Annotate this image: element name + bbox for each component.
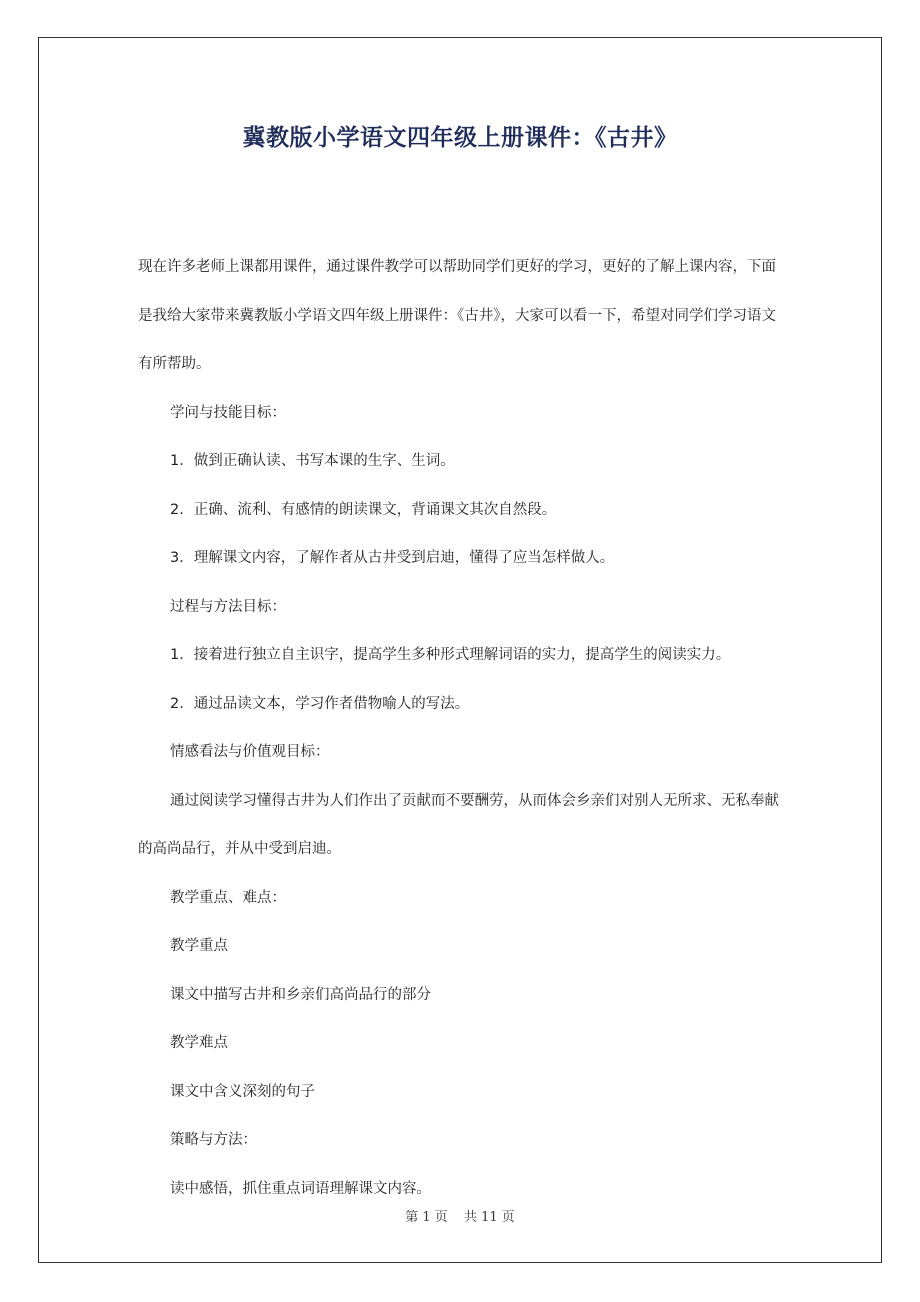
section-heading-strategy: 策略与方法： <box>170 1132 257 1148</box>
body-paragraph: 读中感悟，抓住重点词语理解课文内容。 <box>170 1180 431 1197</box>
list-item: 1．做到正确认读、书写本课的生字、生词。 <box>170 453 455 469</box>
list-item: 1．接着进行独立自主识字，提高学生多种形式理解词语的实力，提高学生的阅读实力。 <box>170 647 731 663</box>
body-paragraph: 通过阅读学习懂得古井为人们作出了贡献而不要酬劳，从而体会乡亲们对别人无所求、无私奉献的高尚品行，并从中受到启迪。 <box>138 792 779 857</box>
body-paragraph: 课文中含义深刻的句子 <box>170 1083 315 1100</box>
page-footer <box>0 1206 920 1225</box>
section-heading-process-goals: 过程与方法目标： <box>170 598 286 615</box>
section-heading-emotion-goals: 情感看法与价值观目标： <box>170 744 330 760</box>
page-number: 第 1 页 <box>405 1210 448 1225</box>
list-item: 2．通过品读文本，学习作者借物喻人的写法。 <box>170 695 470 712</box>
page-total: 共 11 页 <box>463 1210 515 1225</box>
body-paragraph: 课文中描写古井和乡亲们高尚品行的部分 <box>170 986 431 1003</box>
document-title: 冀教版小学语文四年级上册课件：《古井》 <box>242 125 678 151</box>
section-heading-key-points: 教学重点、难点： <box>170 889 286 906</box>
list-item: 3．理解课文内容，了解作者从古井受到启迪，懂得了应当怎样做人。 <box>170 550 615 566</box>
section-heading-knowledge-goals: 学问与技能目标： <box>170 404 286 421</box>
subheading-key-point: 教学重点 <box>170 938 228 954</box>
list-item: 2．正确、流利、有感情的朗读课文，背诵课文其次自然段。 <box>170 501 557 518</box>
document-body <box>138 243 786 1213</box>
intro-paragraph: 现在许多老师上课都用课件，通过课件教学可以帮助同学们更好的学习，更好的了解上课内容，下面是我给大家带来冀教版小学语文四年级上册课件：《古井》，大家可以看一下，希望对同学们学习语文有所帮助。 <box>138 259 776 372</box>
subheading-difficulty: 教学难点 <box>170 1035 228 1051</box>
